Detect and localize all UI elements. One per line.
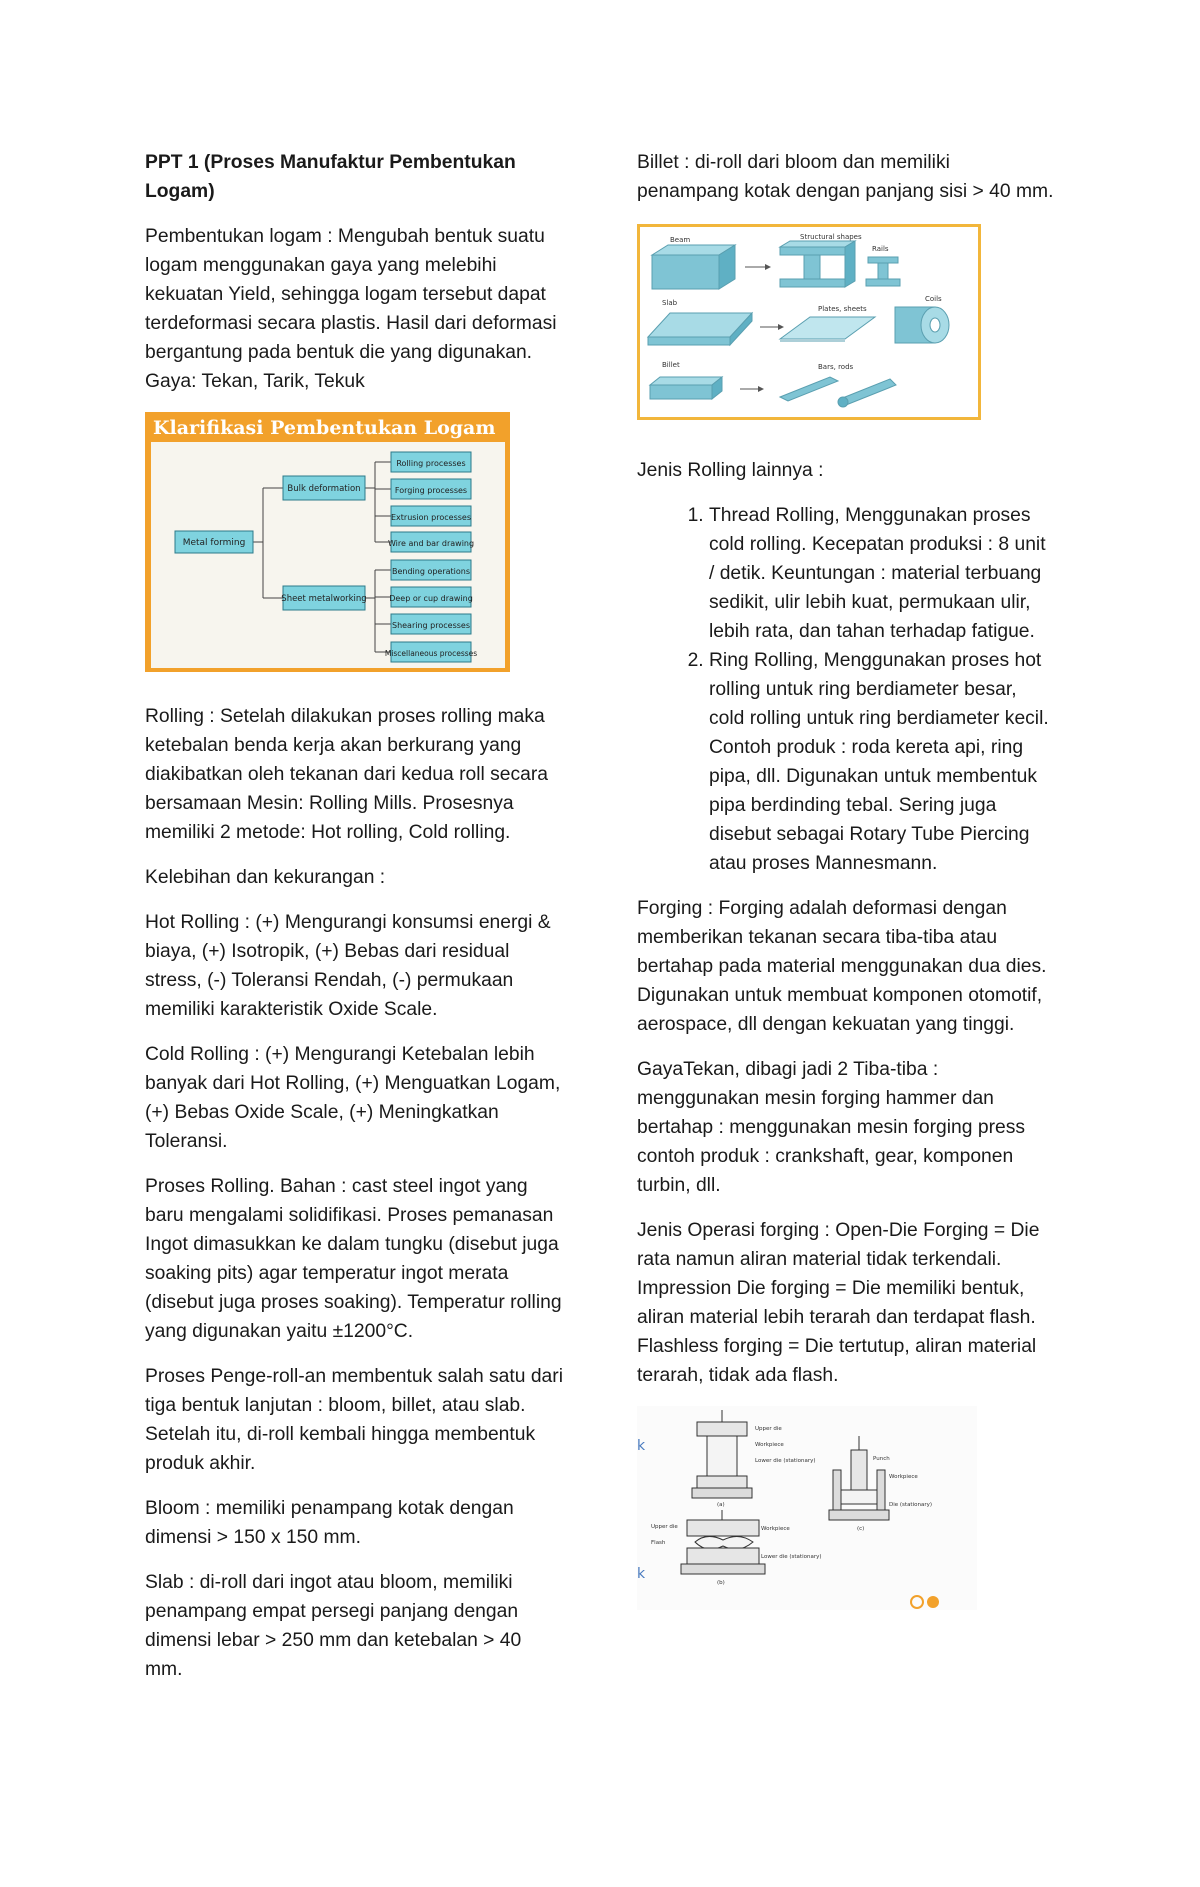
list-item: 1. Thread Rolling, Menggunakan proses cold rolling. Kecepatan produksi : 8 unit / detik. Keuntungan : material terbuang sedikit, ulir lebih kuat, permukaan ulir, lebih rata, dan tahan terhadap fatigue.	[709, 501, 1055, 646]
list-item: 2. Ring Rolling, Menggunakan proses hot rolling untuk ring berdiameter besar, cold rolling untuk ring berdiameter kecil. Contoh produk : roda kereta api, ring pipa, dll. Digunakan untuk membentuk pipa berdinding tebal. Sering juga disebut sebagai Rotary Tube Piercing atau proses Mannesmann.	[709, 646, 1055, 878]
leaf-label: Extrusion processes	[390, 513, 472, 522]
svg-text:(a): (a)	[717, 1502, 725, 1508]
slab-paragraph: Slab : di-roll dari ingot atau bloom, memiliki penampang empat persegi panjang dengan dimensi lebar > 250 mm dan ketebalan > 40 mm.	[145, 1572, 522, 1680]
jenis-rolling-heading: Jenis Rolling lainnya :	[637, 460, 824, 481]
leaf-label: Shearing processes	[391, 621, 471, 630]
root-label: Metal forming	[182, 538, 246, 548]
svg-text:(c): (c)	[857, 1526, 865, 1532]
svg-text:Punch: Punch	[873, 1456, 890, 1462]
billet-shape	[650, 377, 722, 385]
structural-label: Structural shapes	[800, 233, 862, 241]
rails-label: Rails	[872, 245, 889, 253]
classification-figure	[145, 412, 510, 672]
pengeroll-paragraph: Proses Penge-roll-an membentuk salah satu dari tiga bentuk lanjutan : bloom, billet, atau slab. Setelah itu, di-roll kembali hingga membentuk produk akhir.	[145, 1366, 563, 1474]
billet-label: Billet	[662, 361, 680, 369]
beam-label: Beam	[670, 236, 691, 244]
svg-text:Die (stationary): Die (stationary)	[889, 1502, 933, 1508]
rolling-products-figure	[637, 224, 981, 420]
coils-label: Coils	[925, 295, 942, 303]
left-column	[145, 148, 563, 1700]
forging-diagram	[637, 1406, 977, 1610]
nav-dot-active-icon[interactable]	[927, 1596, 939, 1608]
svg-text:(b): (b)	[717, 1580, 725, 1586]
svg-text:Workpiece: Workpiece	[755, 1442, 784, 1448]
workpiece	[707, 1436, 737, 1476]
leaf-label: Bending operations	[391, 567, 471, 576]
rolling-products-diagram	[640, 227, 978, 417]
punch	[851, 1450, 867, 1490]
leaf-label: Forging processes	[394, 486, 468, 495]
figure-heading: Klarifikasi Pembentukan Logam	[153, 417, 496, 439]
bars-label: Bars, rods	[818, 363, 854, 371]
bulk-label: Bulk deformation	[287, 484, 361, 494]
svg-text:k: k	[637, 1438, 646, 1454]
svg-text:Flash: Flash	[651, 1540, 666, 1546]
cold-rolling-paragraph: Cold Rolling : (+) Mengurangi Ketebalan lebih banyak dari Hot Rolling, (+) Menguatkan Logam, (+) Bebas Oxide Scale, (+) Meningkatkan Toleransi.	[145, 1044, 561, 1152]
hot-rolling-paragraph: Hot Rolling : (+) Mengurangi konsumsi energi & biaya, (+) Isotropik, (+) Bebas dari residual stress, (-) Toleransi Rendah, (-) permukaan memiliki karakteristik Oxide Scale.	[145, 912, 551, 1020]
operasi-paragraph: Jenis Operasi forging : Open-Die Forging = Die rata namun aliran material tidak terkendali. Impression Die forging = Die memiliki bentuk, aliran material lebih terarah dan terdapat flash. Flashless forging = Die tertutup, aliran material terarah, tidak ada flash.	[637, 1220, 1040, 1386]
svg-text:Lower die (stationary): Lower die (stationary)	[761, 1554, 822, 1560]
svg-text:Workpiece: Workpiece	[889, 1474, 918, 1480]
impression-upper-die	[687, 1520, 759, 1536]
plates-label: Plates, sheets	[818, 305, 867, 313]
rolling-types-list	[637, 501, 1055, 878]
slab-label: Slab	[662, 299, 678, 307]
proses-rolling-paragraph: Proses Rolling. Bahan : cast steel ingot yang baru mengalami solidifikasi. Proses pemanasan Ingot dimasukkan ke dalam tungku (disebut juga soaking pits) agar temperatur ingot merata (disebut juga proses soaking). Temperatur rolling yang digunakan yaitu ±1200°C.	[145, 1176, 562, 1342]
rail-shape	[868, 257, 898, 263]
document-title: PPT 1 (Proses Manufaktur Pembentukan Logam)	[145, 152, 516, 202]
billet-paragraph: Billet : di-roll dari bloom dan memiliki penampang kotak dengan panjang sisi > 40 mm.	[637, 152, 1054, 202]
kelebihan-heading: Kelebihan dan kekurangan :	[145, 867, 386, 888]
leaf-label: Wire and bar drawing	[387, 539, 475, 548]
leaf-label: Deep or cup drawing	[389, 594, 473, 603]
leaf-label: Rolling processes	[396, 459, 466, 468]
forging-figure	[637, 1406, 977, 1610]
leaf-label: Miscellaneous processes	[384, 649, 478, 658]
bloom-paragraph: Bloom : memiliki penampang kotak dengan dimensi > 150 x 150 mm.	[145, 1498, 514, 1548]
intro-paragraph: Pembentukan logam : Mengubah bentuk suatu logam menggunakan gaya yang melebihi kekuatan Yield, sehingga logam tersebut dapat terdeformasi secara plastis. Hasil dari deformasi bergantung pada bentuk die yang digunakan. Gaya: Tekan, Tarik, Tekuk	[145, 226, 557, 392]
svg-text:Workpiece: Workpiece	[761, 1526, 790, 1532]
classification-diagram	[145, 412, 510, 672]
svg-text:Upper die: Upper die	[755, 1426, 782, 1432]
lower-die	[697, 1476, 747, 1488]
svg-text:Upper die: Upper die	[651, 1524, 678, 1530]
forging-paragraph: Forging : Forging adalah deformasi dengan memberikan tekanan secara tiba-tiba atau bertahap pada material menggunakan dua dies. Digunakan untuk membuat komponen otomotif, aerospace, dll dengan kekuatan yang tinggi.	[637, 898, 1047, 1035]
svg-text:Lower die (stationary): Lower die (stationary)	[755, 1458, 816, 1464]
right-column	[637, 148, 1055, 1610]
impression-lower-die	[687, 1548, 759, 1564]
rolling-paragraph: Rolling : Setelah dilakukan proses rolling maka ketebalan benda kerja akan berkurang yang diakibatkan oleh tekanan dari kedua roll secara bersamaan Mesin: Rolling Mills. Prosesnya memiliki 2 metode: Hot rolling, Cold rolling.	[145, 706, 549, 843]
flashless-workpiece	[841, 1490, 877, 1504]
upper-die	[697, 1422, 747, 1436]
svg-text:k: k	[637, 1566, 646, 1582]
sheet-label: Sheet metalworking	[281, 594, 367, 604]
gaya-paragraph: GayaTekan, dibagi jadi 2 Tiba-tiba : menggunakan mesin forging hammer dan bertahap : menggunakan mesin forging press contoh produk : crankshaft, gear, komponen turbin, dll.	[637, 1059, 1026, 1196]
ibeam-shape	[780, 241, 855, 247]
